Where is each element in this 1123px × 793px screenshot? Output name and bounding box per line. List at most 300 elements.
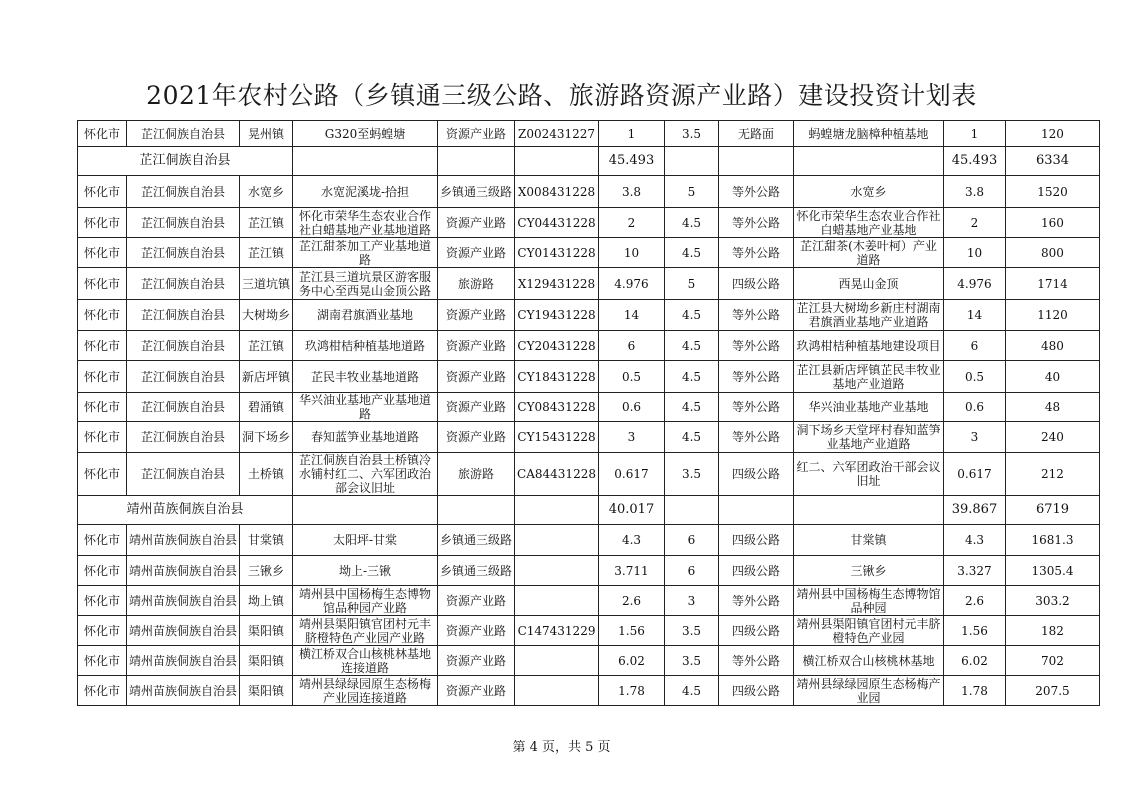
road-grade-cell: 等外公路 <box>718 422 793 453</box>
road-type-text: 资源产业路 <box>446 126 507 141</box>
road-grade-cell: 等外公路 <box>718 176 793 208</box>
city-cell <box>78 586 127 616</box>
destination-cell: 洞下场乡天堂坪村春知蓝笋业基地产业道路 <box>793 422 943 453</box>
table-row <box>78 616 1100 646</box>
project-name-cell: 太阳坪-甘棠 <box>293 525 438 556</box>
project-name-cell: 芷民丰牧业基地道路 <box>293 361 438 393</box>
length-cell: 4.3 <box>598 525 664 556</box>
county-cell <box>127 646 240 676</box>
road-type-cell <box>438 525 515 556</box>
route-code-text: CY18431228 <box>517 369 596 384</box>
township-text: 大树坳乡 <box>242 308 291 322</box>
destination-cell: 水宽乡 <box>793 176 943 208</box>
empty-cell <box>664 147 718 176</box>
empty-cell <box>293 496 438 525</box>
city-text: 怀化市 <box>83 563 120 578</box>
table-row <box>78 525 1100 556</box>
investment-cell: 48 <box>1005 393 1099 422</box>
road-type-text: 资源产业路 <box>446 683 507 698</box>
route-code-text: CY08431228 <box>517 400 596 414</box>
road-grade-cell: 等外公路 <box>718 300 793 331</box>
investment-cell: 800 <box>1005 238 1099 268</box>
subtotal-length-cell: 45.493 <box>598 147 664 176</box>
investment-cell: 212 <box>1005 453 1099 496</box>
township-cell <box>240 176 293 208</box>
length-cell: 1.78 <box>598 676 664 706</box>
city-text: 怀化市 <box>83 245 120 260</box>
investment-cell: 1520 <box>1005 176 1099 208</box>
city-text: 怀化市 <box>83 593 120 608</box>
county-text: 芷江侗族自治县 <box>141 245 226 260</box>
county-cell <box>127 393 240 422</box>
route-code-cell <box>515 361 599 393</box>
road-type-cell <box>438 616 515 646</box>
length-cell: 0.617 <box>598 453 664 496</box>
road-grade-cell: 等外公路 <box>718 361 793 393</box>
table-row <box>78 268 1100 300</box>
township-cell <box>240 121 293 147</box>
county-cell <box>127 453 240 496</box>
length-cell: 0.6 <box>598 393 664 422</box>
route-code-cell <box>515 331 599 361</box>
city-text: 怀化市 <box>83 126 120 141</box>
total-length-cell: 0.5 <box>943 361 1005 393</box>
township-cell <box>240 300 293 331</box>
investment-cell: 1714 <box>1005 268 1099 300</box>
table-row <box>78 361 1100 393</box>
width-cell: 6 <box>664 556 718 586</box>
destination-cell: 芷江县大树坳乡新庄村湖南君旗酒业基地产业道路 <box>793 300 943 331</box>
city-cell <box>78 208 127 238</box>
township-text: 土桥镇 <box>248 467 285 481</box>
destination-cell: 蚂蝗塘龙脑樟种植基地 <box>793 121 943 147</box>
total-length-cell: 6 <box>943 331 1005 361</box>
empty-cell <box>515 147 599 176</box>
route-code-cell <box>515 646 599 676</box>
total-length-cell: 0.6 <box>943 393 1005 422</box>
route-code-text: X008431228 <box>517 184 596 199</box>
project-name-cell: 靖州县渠阳镇官团村元丰脐橙特色产业园产业路 <box>293 616 438 646</box>
project-name-cell: 华兴油业基地产业基地道路 <box>293 393 438 422</box>
township-cell <box>240 453 293 496</box>
subtotal-total-length-cell: 39.867 <box>943 496 1005 525</box>
project-name-cell: 水宽泥溪垅-拾担 <box>293 176 438 208</box>
destination-cell: 华兴油业基地产业基地 <box>793 393 943 422</box>
empty-cell <box>293 147 438 176</box>
county-text: 靖州苗族侗族自治县 <box>129 653 238 668</box>
city-text: 怀化市 <box>83 533 120 547</box>
length-cell: 6 <box>598 331 664 361</box>
township-text: 晃州镇 <box>248 126 285 141</box>
investment-cell: 1305.4 <box>1005 556 1099 586</box>
destination-cell: 横江桥双合山核桃林基地 <box>793 646 943 676</box>
destination-cell: 红二、六军团政治干部会议旧址 <box>793 453 943 496</box>
empty-cell <box>718 496 793 525</box>
width-cell: 4.5 <box>664 422 718 453</box>
road-type-cell <box>438 646 515 676</box>
investment-cell: 160 <box>1005 208 1099 238</box>
width-cell: 4.5 <box>664 393 718 422</box>
road-type-text: 旅游路 <box>458 276 495 291</box>
township-text: 新店坪镇 <box>242 369 291 384</box>
road-type-cell <box>438 208 515 238</box>
county-cell <box>127 300 240 331</box>
page-title: 2021年农村公路（乡镇通三级公路、旅游路资源产业路）建设投资计划表 <box>146 81 977 110</box>
township-cell <box>240 525 293 556</box>
length-cell: 2.6 <box>598 586 664 616</box>
total-length-cell: 3.327 <box>943 556 1005 586</box>
road-grade-cell: 等外公路 <box>718 208 793 238</box>
township-cell <box>240 208 293 238</box>
route-code-text: CY20431228 <box>517 338 596 353</box>
length-cell: 14 <box>598 300 664 331</box>
route-code-text: CY19431228 <box>517 308 596 322</box>
project-name-cell: 芷江甜茶加工产业基地道路 <box>293 238 438 268</box>
table-row <box>78 331 1100 361</box>
township-text: 甘棠镇 <box>248 533 285 547</box>
township-text: 三锹乡 <box>248 563 285 578</box>
road-type-cell <box>438 176 515 208</box>
road-type-text: 资源产业路 <box>446 593 507 608</box>
road-type-text: 乡镇通三级路 <box>440 184 513 199</box>
route-code-cell <box>515 208 599 238</box>
road-grade-cell: 等外公路 <box>718 646 793 676</box>
road-type-text: 资源产业路 <box>446 245 507 260</box>
township-cell <box>240 238 293 268</box>
city-cell <box>78 238 127 268</box>
township-cell <box>240 268 293 300</box>
township-cell <box>240 422 293 453</box>
county-cell <box>127 331 240 361</box>
township-text: 芷江镇 <box>248 245 285 260</box>
city-cell <box>78 676 127 706</box>
total-length-cell: 4.976 <box>943 268 1005 300</box>
county-text: 靖州苗族侗族自治县 <box>129 563 238 578</box>
city-text: 怀化市 <box>83 653 120 668</box>
table-row <box>78 586 1100 616</box>
total-length-cell: 0.617 <box>943 453 1005 496</box>
road-grade-cell: 四级公路 <box>718 525 793 556</box>
length-cell: 6.02 <box>598 646 664 676</box>
city-text: 怀化市 <box>83 276 120 291</box>
road-type-text: 资源产业路 <box>446 400 507 414</box>
county-text: 芷江侗族自治县 <box>141 369 226 384</box>
total-length-cell: 1 <box>943 121 1005 147</box>
investment-cell: 702 <box>1005 646 1099 676</box>
road-type-cell <box>438 331 515 361</box>
county-cell <box>127 616 240 646</box>
table-row <box>78 238 1100 268</box>
city-text: 怀化市 <box>83 184 120 199</box>
width-cell: 5 <box>664 268 718 300</box>
destination-cell: 靖州县渠阳镇官团村元丰脐橙特色产业园 <box>793 616 943 646</box>
route-code-cell <box>515 176 599 208</box>
destination-cell: 芷江县新店坪镇芷民丰牧业基地产业道路 <box>793 361 943 393</box>
road-type-cell <box>438 453 515 496</box>
road-type-cell <box>438 422 515 453</box>
road-grade-cell: 等外公路 <box>718 238 793 268</box>
length-cell: 0.5 <box>598 361 664 393</box>
road-type-text: 旅游路 <box>458 467 495 481</box>
route-code-cell <box>515 616 599 646</box>
city-text: 怀化市 <box>83 338 120 353</box>
township-text: 芷江镇 <box>248 215 285 230</box>
county-cell <box>127 121 240 147</box>
destination-cell: 甘棠镇 <box>793 525 943 556</box>
route-code-text: Z002431227 <box>517 126 596 141</box>
destination-cell: 三锹乡 <box>793 556 943 586</box>
destination-cell: 西晃山金顶 <box>793 268 943 300</box>
county-text: 芷江侗族自治县 <box>141 184 226 199</box>
project-name-cell: 靖州县中国杨梅生态博物馆品种园产业路 <box>293 586 438 616</box>
city-cell <box>78 422 127 453</box>
subtotal-investment-cell: 6719 <box>1005 496 1099 525</box>
road-type-text: 资源产业路 <box>446 215 507 230</box>
county-cell <box>127 525 240 556</box>
destination-cell: 芷江甜茶(木姜叶柯）产业道路 <box>793 238 943 268</box>
width-cell: 4.5 <box>664 238 718 268</box>
road-grade-cell: 四级公路 <box>718 268 793 300</box>
county-text: 靖州苗族侗族自治县 <box>129 533 238 547</box>
total-length-cell: 6.02 <box>943 646 1005 676</box>
empty-cell <box>664 496 718 525</box>
road-grade-cell: 等外公路 <box>718 586 793 616</box>
road-type-cell <box>438 268 515 300</box>
table-row <box>78 556 1100 586</box>
city-text: 怀化市 <box>83 467 120 481</box>
width-cell: 4.5 <box>664 208 718 238</box>
width-cell: 3.5 <box>664 616 718 646</box>
county-text: 芷江侗族自治县 <box>141 308 226 322</box>
county-cell <box>127 556 240 586</box>
township-cell <box>240 556 293 586</box>
route-code-cell <box>515 422 599 453</box>
county-cell <box>127 586 240 616</box>
table-row <box>78 121 1100 147</box>
road-grade-cell: 四级公路 <box>718 676 793 706</box>
width-cell: 3.5 <box>664 453 718 496</box>
city-text: 怀化市 <box>83 623 120 638</box>
route-code-cell <box>515 300 599 331</box>
township-text: 坳上镇 <box>248 593 285 608</box>
route-code-cell <box>515 268 599 300</box>
road-type-text: 乡镇通三级路 <box>440 533 513 547</box>
empty-cell <box>718 147 793 176</box>
road-grade-cell: 无路面 <box>718 121 793 147</box>
city-text: 怀化市 <box>83 215 120 230</box>
road-grade-cell: 四级公路 <box>718 453 793 496</box>
city-cell <box>78 556 127 586</box>
total-length-cell: 14 <box>943 300 1005 331</box>
investment-cell: 1120 <box>1005 300 1099 331</box>
road-type-cell <box>438 586 515 616</box>
road-type-text: 乡镇通三级路 <box>440 563 513 578</box>
road-type-cell <box>438 393 515 422</box>
length-cell: 10 <box>598 238 664 268</box>
empty-cell <box>438 496 515 525</box>
route-code-cell <box>515 121 599 147</box>
road-type-text: 资源产业路 <box>446 623 507 638</box>
township-text: 渠阳镇 <box>248 653 285 668</box>
table-row <box>78 422 1100 453</box>
road-type-text: 资源产业路 <box>446 308 507 322</box>
length-cell: 1 <box>598 121 664 147</box>
route-code-text: CA84431228 <box>517 467 596 481</box>
county-cell <box>127 238 240 268</box>
empty-cell <box>438 147 515 176</box>
city-cell <box>78 616 127 646</box>
road-type-text: 资源产业路 <box>446 430 507 444</box>
length-cell: 1.56 <box>598 616 664 646</box>
table-row <box>78 453 1100 496</box>
width-cell: 3 <box>664 586 718 616</box>
route-code-text: X129431228 <box>517 276 596 291</box>
city-cell <box>78 331 127 361</box>
township-cell <box>240 676 293 706</box>
township-text: 碧涌镇 <box>248 400 285 414</box>
width-cell: 4.5 <box>664 676 718 706</box>
route-code-cell <box>515 586 599 616</box>
county-text: 芷江侗族自治县 <box>141 467 226 481</box>
city-text: 怀化市 <box>83 369 120 384</box>
total-length-cell: 1.56 <box>943 616 1005 646</box>
route-code-cell <box>515 393 599 422</box>
total-length-cell: 4.3 <box>943 525 1005 556</box>
table-row <box>78 300 1100 331</box>
length-cell: 3.8 <box>598 176 664 208</box>
county-text: 芷江侗族自治县 <box>141 430 226 444</box>
length-cell: 3.711 <box>598 556 664 586</box>
city-cell <box>78 393 127 422</box>
subtotal-investment-cell: 6334 <box>1005 147 1099 176</box>
township-text: 洞下场乡 <box>242 430 291 444</box>
county-cell <box>127 176 240 208</box>
total-length-cell: 3.8 <box>943 176 1005 208</box>
city-cell <box>78 525 127 556</box>
width-cell: 6 <box>664 525 718 556</box>
road-type-text: 资源产业路 <box>446 369 507 384</box>
road-type-text: 资源产业路 <box>446 653 507 668</box>
length-cell: 3 <box>598 422 664 453</box>
city-cell <box>78 268 127 300</box>
investment-cell: 40 <box>1005 361 1099 393</box>
township-text: 水宽乡 <box>248 184 285 199</box>
empty-cell <box>793 147 943 176</box>
project-name-cell: 玖鸿柑桔种植基地道路 <box>293 331 438 361</box>
total-length-cell: 1.78 <box>943 676 1005 706</box>
investment-cell: 1681.3 <box>1005 525 1099 556</box>
destination-cell: 怀化市荣华生态农业合作社白蜡基地产业基地 <box>793 208 943 238</box>
width-cell: 4.5 <box>664 331 718 361</box>
county-cell <box>127 361 240 393</box>
project-name-cell: 横江桥双合山核桃林基地连接道路 <box>293 646 438 676</box>
county-cell <box>127 422 240 453</box>
county-text: 芷江侗族自治县 <box>141 338 226 353</box>
road-type-cell <box>438 121 515 147</box>
destination-cell: 靖州县绿绿园原生态杨梅产业园 <box>793 676 943 706</box>
county-subtotal-row <box>78 147 1100 176</box>
road-type-text: 资源产业路 <box>446 338 507 353</box>
investment-cell: 120 <box>1005 121 1099 147</box>
city-cell <box>78 300 127 331</box>
township-text: 渠阳镇 <box>248 623 285 638</box>
county-cell <box>127 268 240 300</box>
route-code-text: CY01431228 <box>517 245 596 260</box>
investment-plan-table <box>77 120 1100 706</box>
table-row <box>78 393 1100 422</box>
road-type-cell <box>438 361 515 393</box>
city-cell <box>78 176 127 208</box>
project-name-cell: G320至蚂蝗塘 <box>293 121 438 147</box>
width-cell: 3.5 <box>664 646 718 676</box>
project-name-cell: 靖州县绿绿园原生态杨梅产业园连接道路 <box>293 676 438 706</box>
county-text: 芷江侗族自治县 <box>141 400 226 414</box>
township-cell <box>240 646 293 676</box>
page-footer: 第 4 页，共 5 页 <box>512 740 611 755</box>
county-cell <box>127 208 240 238</box>
route-code-cell <box>515 525 599 556</box>
township-cell <box>240 331 293 361</box>
county-text: 芷江侗族自治县 <box>141 126 226 141</box>
county-name-cell: 靖州苗族侗族自治县 <box>78 496 293 525</box>
route-code-cell <box>515 238 599 268</box>
county-cell <box>127 676 240 706</box>
city-cell <box>78 453 127 496</box>
road-grade-cell: 等外公路 <box>718 331 793 361</box>
total-length-cell: 10 <box>943 238 1005 268</box>
route-code-text: C147431229 <box>517 623 596 638</box>
total-length-cell: 3 <box>943 422 1005 453</box>
road-grade-cell: 四级公路 <box>718 616 793 646</box>
township-text: 渠阳镇 <box>248 683 285 698</box>
city-text: 怀化市 <box>83 400 120 414</box>
county-name-cell: 芷江侗族自治县 <box>78 147 293 176</box>
township-cell <box>240 393 293 422</box>
township-text: 芷江镇 <box>248 338 285 353</box>
width-cell: 3.5 <box>664 121 718 147</box>
project-name-cell: 坳上-三锹 <box>293 556 438 586</box>
city-cell <box>78 646 127 676</box>
table-row <box>78 176 1100 208</box>
project-name-cell: 怀化市荣华生态农业合作社白蜡基地产业基地道路 <box>293 208 438 238</box>
city-text: 怀化市 <box>83 308 120 322</box>
investment-cell: 182 <box>1005 616 1099 646</box>
destination-cell: 玖鸿柑桔种植基地建设项目 <box>793 331 943 361</box>
road-type-cell <box>438 238 515 268</box>
county-text: 靖州苗族侗族自治县 <box>129 623 238 638</box>
county-text: 靖州苗族侗族自治县 <box>129 593 238 608</box>
road-grade-cell: 等外公路 <box>718 393 793 422</box>
road-type-cell <box>438 300 515 331</box>
county-text: 芷江侗族自治县 <box>141 215 226 230</box>
township-text: 三道坑镇 <box>242 276 291 291</box>
empty-cell <box>515 496 599 525</box>
length-cell: 4.976 <box>598 268 664 300</box>
table-row <box>78 208 1100 238</box>
route-code-text: CY15431228 <box>517 430 596 444</box>
route-code-cell <box>515 556 599 586</box>
project-name-cell: 春知蓝笋业基地道路 <box>293 422 438 453</box>
city-cell <box>78 361 127 393</box>
width-cell: 4.5 <box>664 361 718 393</box>
county-text: 芷江侗族自治县 <box>141 276 226 291</box>
subtotal-total-length-cell: 45.493 <box>943 147 1005 176</box>
township-cell <box>240 616 293 646</box>
city-cell <box>78 121 127 147</box>
route-code-cell <box>515 453 599 496</box>
table-row <box>78 676 1100 706</box>
investment-cell: 207.5 <box>1005 676 1099 706</box>
